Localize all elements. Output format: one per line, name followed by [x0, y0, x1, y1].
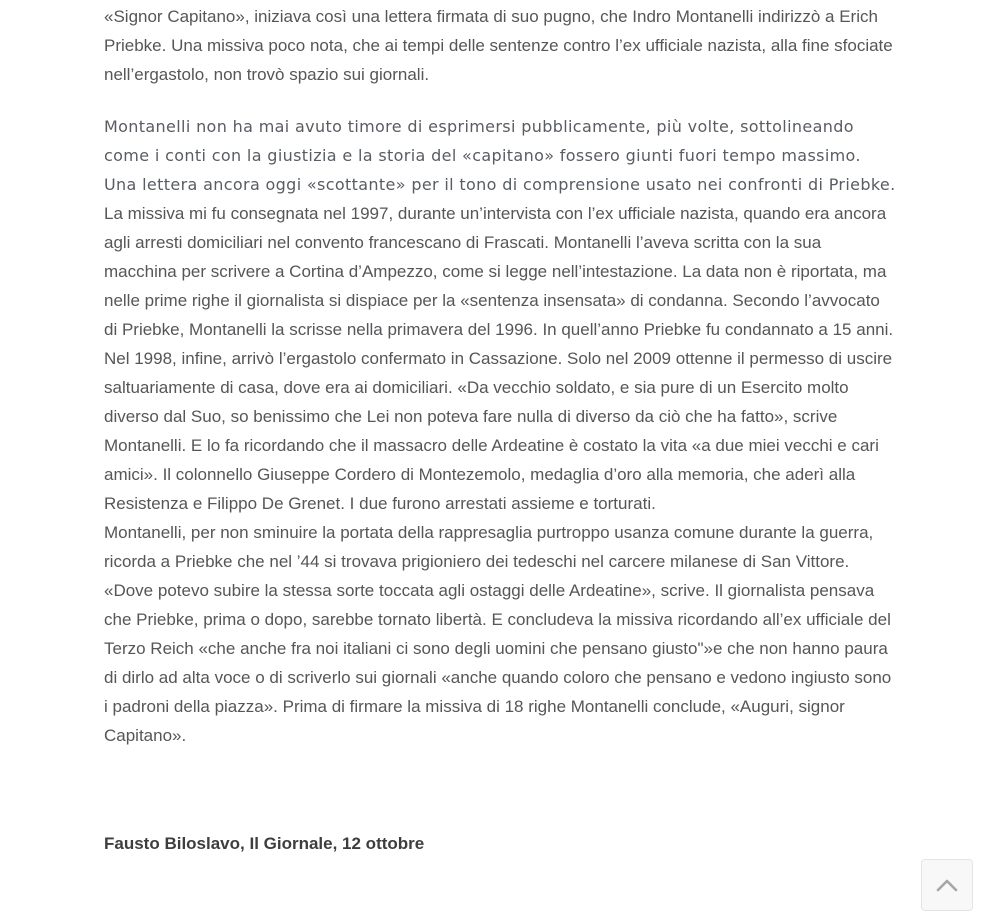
- article-body: [104, 2, 896, 856]
- paragraph-letter-history: La missiva mi fu consegnata nel 1997, durante un’intervista con l’ex ufficiale nazista, quando era ancora agli arresti domiciliari nel convento francescano di Frascati. Montanelli l’aveva scritta con la sua macchina per scrivere a Cortina d’Ampezzo, come si legge nell’intestazione. La data non è riportata, ma nelle prime righe il giornalista si dispiace per la «sentenza insensata» di condanna. Secondo l’avvocato di Priebke, Montanelli la scrisse nella primavera del 1996. In quell’anno Priebke fu condannato a 15 anni. Nel 1998, infine, arrivò l’ergastolo confermato in Cassazione. Solo nel 2009 ottenne il permesso di uscire saltuariamente di casa, dove era ai domiciliari. «Da vecchio soldato, e sia pure di un Esercito molto diverso dal Suo, so benissimo che Lei non poteva fare nulla di diverso da ciò che ha fatto», scrive Montanelli. E lo fa ricordando che il massacro delle Ardeatine è costato la vita «a due miei vecchi e cari amici». Il colonnello Giuseppe Cordero di Montezemolo, medaglia d’oro alla memoria, che aderì alla Resistenza e Filippo De Grenet. I due furono arrestati assieme e torturati.: [104, 204, 894, 513]
- paragraph-intro: «Signor Capitano», iniziava così una lettera firmata di suo pugno, che Indro Montanelli indirizzò a Erich Priebke. Una missiva poco nota, che ai tempi delle sentenze contro l’ex ufficiale nazista, alla fine sfociate nell’ergastolo, non trovò spazio sui giornali.: [104, 7, 893, 84]
- paragraph-commentary: Montanelli non ha mai avuto timore di esprimersi pubblicamente, più volte, sottolineando come i conti con la giustizia e la storia del «capitano» fossero giunti fuori tempo massimo. Una lettera ancora oggi «scottante» per il tono di comprensione usato nei confronti di Priebke.: [104, 117, 896, 194]
- article-byline: Fausto Biloslavo, Il Giornale, 12 ottobre: [104, 834, 425, 853]
- paragraph-conclusion: Montanelli, per non sminuire la portata della rappresaglia purtroppo usanza comune durante la guerra, ricorda a Priebke che nel ’44 si trovava prigioniero dei tedeschi nel carcere milanese di San Vittore. «Dove potevo subire la stessa sorte toccata agli ostaggi delle Ardeatine», scrive. Il giornalista pensava che Priebke, prima o dopo, sarebbe tornato libertà. E concludeva la missiva ricordando all’ex ufficiale del Terzo Reich «che anche fra noi italiani ci sono degli uomini che pensano giusto"»e che non hanno paura di dirlo ad alta voce o di scriverlo sui giornali «anche quando coloro che pensano e vedono ingiusto sono i padroni della piazza». Prima di firmare la missiva di 18 righe Montanelli conclude, «Auguri, signor Capitano».: [104, 523, 892, 745]
- scroll-to-top-button[interactable]: [921, 859, 973, 911]
- chevron-up-icon: [933, 876, 961, 894]
